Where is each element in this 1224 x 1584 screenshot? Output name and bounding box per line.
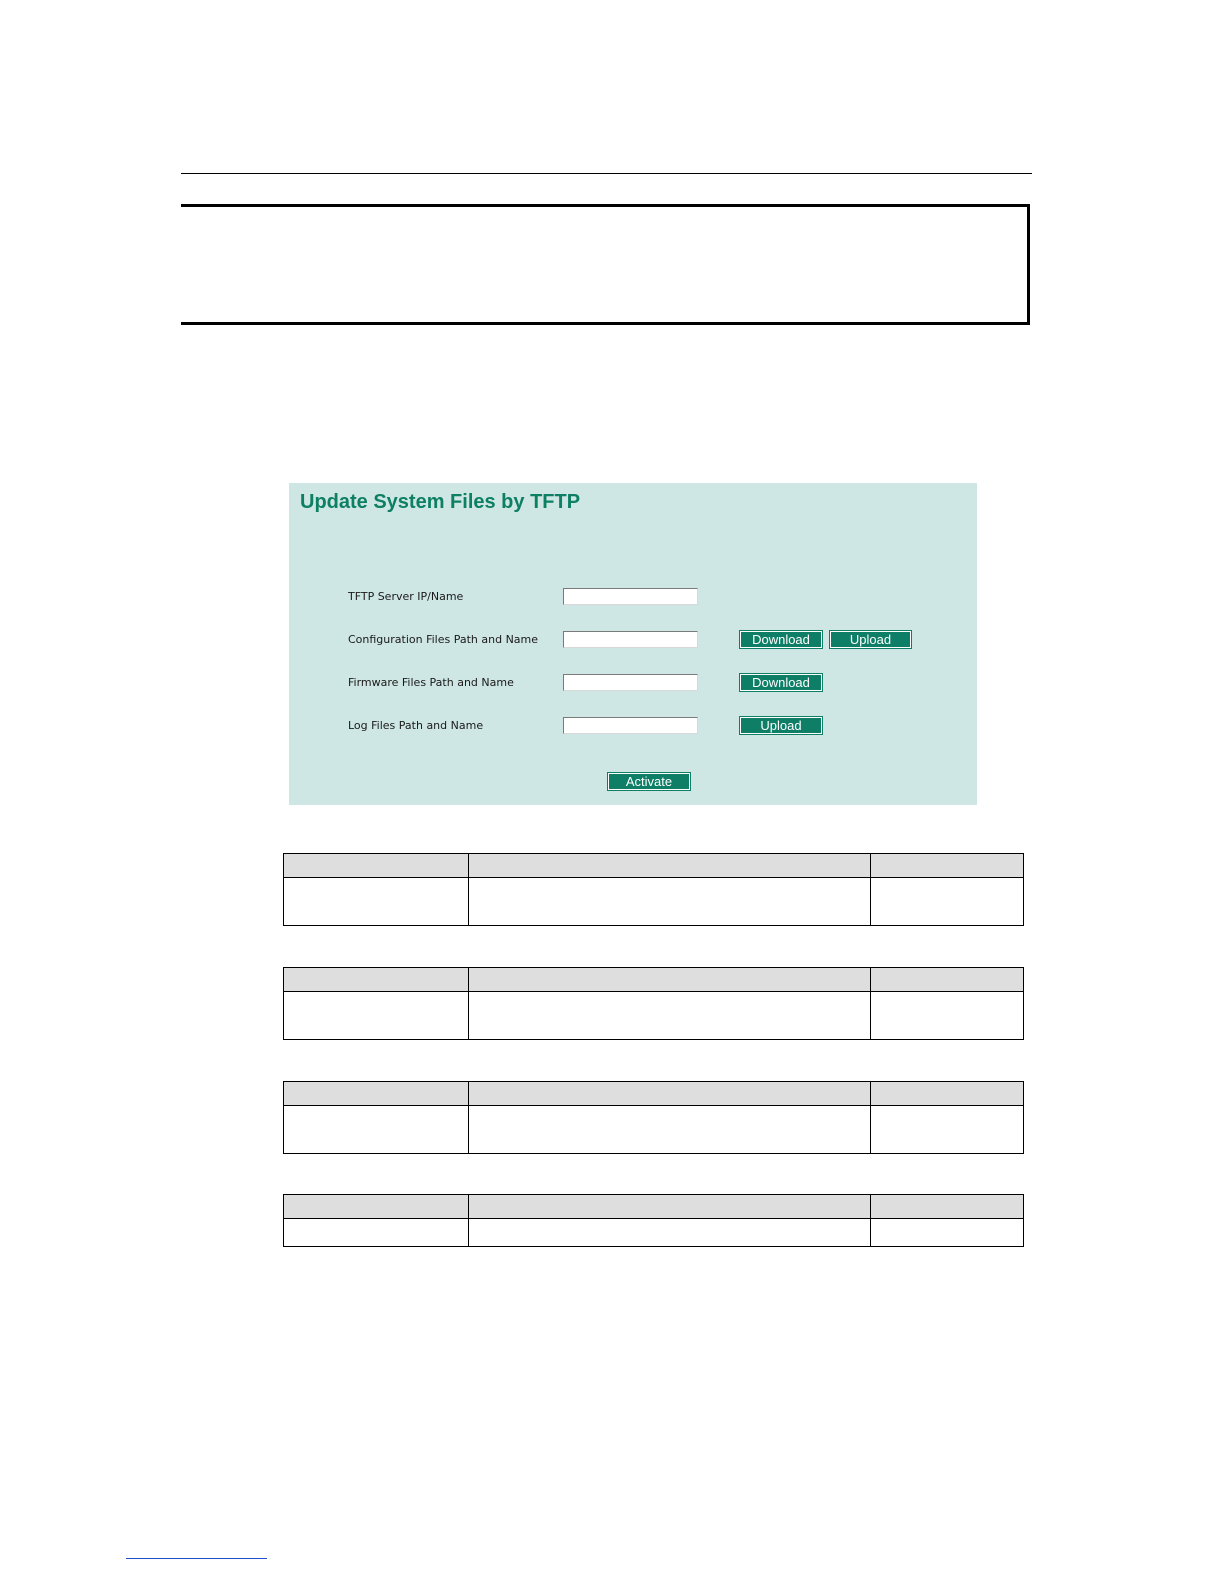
panel-title: Update System Files by TFTP xyxy=(300,491,581,513)
table-row xyxy=(284,992,1024,1040)
log-upload-button[interactable]: Upload xyxy=(740,717,822,734)
tftp-update-panel xyxy=(289,483,977,805)
parameter-table-3 xyxy=(283,1081,1024,1154)
table-header-cell xyxy=(871,968,1024,992)
table-cell xyxy=(469,1106,871,1154)
table-cell xyxy=(284,1106,469,1154)
table-cell xyxy=(284,992,469,1040)
table-header-cell xyxy=(871,1082,1024,1106)
table-header-cell xyxy=(284,854,469,878)
tftp-server-input[interactable] xyxy=(563,588,698,605)
footnote-link-rule xyxy=(126,1558,267,1559)
parameter-table-1 xyxy=(283,853,1024,926)
table-header-row xyxy=(284,1082,1024,1106)
table-cell xyxy=(469,878,871,926)
table-cell xyxy=(284,878,469,926)
parameter-table-4 xyxy=(283,1194,1024,1247)
config-file-input[interactable] xyxy=(563,631,698,648)
config-file-label: Configuration Files Path and Name xyxy=(348,633,539,646)
firmware-file-input[interactable] xyxy=(563,674,698,691)
config-download-button[interactable]: Download xyxy=(740,631,822,648)
table-header-cell xyxy=(469,968,871,992)
log-file-label: Log Files Path and Name xyxy=(348,719,484,732)
parameter-table-2 xyxy=(283,967,1024,1040)
firmware-file-label: Firmware Files Path and Name xyxy=(348,676,514,689)
table-cell xyxy=(871,1106,1024,1154)
table-header-cell xyxy=(469,854,871,878)
table-row xyxy=(284,878,1024,926)
table-row xyxy=(284,1106,1024,1154)
log-file-input[interactable] xyxy=(563,717,698,734)
table-cell xyxy=(469,992,871,1040)
table-header-cell xyxy=(871,854,1024,878)
table-cell xyxy=(871,878,1024,926)
table-header-cell xyxy=(284,1195,469,1219)
table-header-row xyxy=(284,854,1024,878)
table-header-cell xyxy=(284,968,469,992)
table-cell xyxy=(284,1219,469,1247)
table-header-cell xyxy=(469,1082,871,1106)
table-header-cell xyxy=(469,1195,871,1219)
table-header-cell xyxy=(871,1195,1024,1219)
table-cell xyxy=(871,992,1024,1040)
table-cell xyxy=(871,1219,1024,1247)
table-header-row xyxy=(284,1195,1024,1219)
config-upload-button[interactable]: Upload xyxy=(830,631,911,648)
table-header-cell xyxy=(284,1082,469,1106)
note-box xyxy=(181,204,1030,325)
activate-button[interactable]: Activate xyxy=(608,773,690,790)
tftp-server-label: TFTP Server IP/Name xyxy=(348,590,464,603)
table-header-row xyxy=(284,968,1024,992)
firmware-download-button[interactable]: Download xyxy=(740,674,822,691)
table-row xyxy=(284,1219,1024,1247)
header-rule xyxy=(181,173,1032,174)
table-cell xyxy=(469,1219,871,1247)
